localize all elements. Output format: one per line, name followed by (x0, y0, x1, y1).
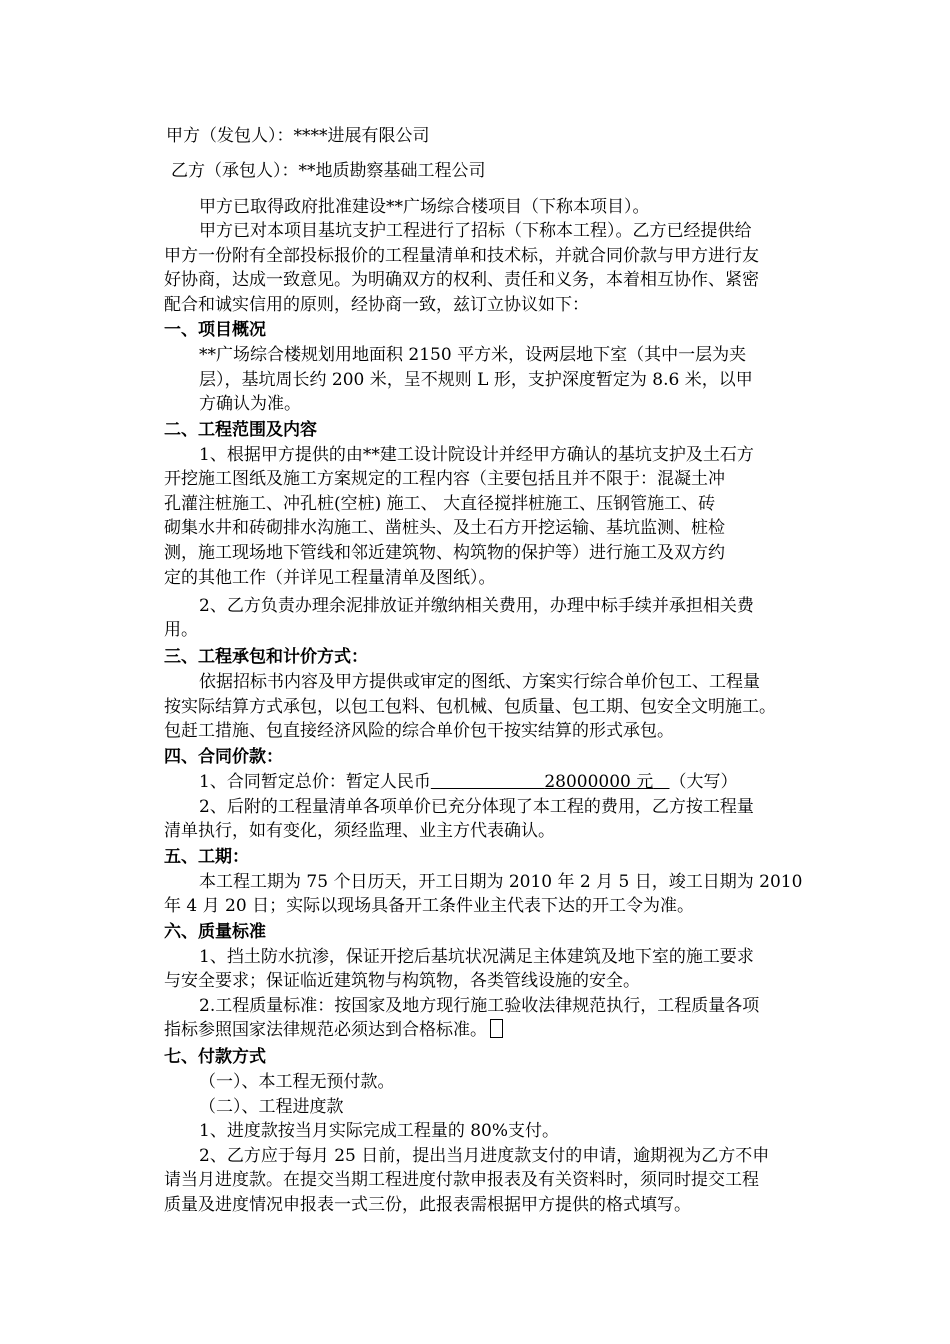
section-1-line: 层），基坑周长约 200 米，呈不规则 L 形，支护深度暂定为 8.6 米，以甲 (199, 370, 753, 390)
section-6-line: 与安全要求；保证临近建筑物与构筑物，各类管线设施的安全。 (164, 971, 640, 991)
section-7-line: （一）、本工程无预付款。 (199, 1072, 395, 1092)
section-2-line: 开挖施工图纸及施工方案规定的工程内容（主要包括且并不限于：混凝土冲 (164, 469, 725, 489)
section-6-line: 1、挡土防水抗渗，保证开挖后基坑状况满足主体建筑及地下室的施工要求 (199, 947, 754, 967)
price-value: 28000000 元 (544, 772, 654, 792)
section-3-line: 依据招标书内容及甲方提供或审定的图纸、方案实行综合单价包工、工程量 (199, 672, 760, 692)
section-heading-1: 一、项目概况 (164, 320, 266, 340)
section-6-line-with-mark (164, 1018, 503, 1042)
section-3-line: 按实际结算方式承包，以包工包料、包机械、包质量、包工期、包安全文明施工。 (164, 697, 776, 717)
section-heading-4: 四、合同价款： (164, 747, 283, 767)
section-7-line: （二）、工程进度款 (199, 1097, 344, 1117)
section-2-line: 测，施工现场地下管线和邻近建筑物、构筑物的保护等）进行施工及双方约 (164, 543, 725, 563)
preamble-line: 甲方一份附有全部投标报价的工程量清单和技术标，并就合同价款与甲方进行友 (164, 246, 759, 266)
section-6-line: 2.工程质量标准：按国家及地方现行施工验收法律规范执行，工程质量各项 (199, 996, 760, 1016)
section-7-line: 1、进度款按当月实际完成工程量的 80%支付。 (199, 1121, 560, 1141)
section-3-line: 包赶工措施、包直接经济风险的综合单价包干按实结算的形式承包。 (164, 721, 674, 741)
section-heading-3: 三、工程承包和计价方式： (164, 647, 368, 667)
section-2-line: 砌集水井和砖砌排水沟施工、凿桩头、及土石方开挖运输、基坑监测、桩检 (164, 518, 725, 538)
section-4-line: 清单执行，如有变化，须经监理、业主方代表确认。 (164, 821, 555, 841)
section-1-line: 方确认为准。 (199, 394, 301, 414)
section-2-line: 孔灌注桩施工、冲孔桩(空桩) 施工、 大直径搅拌桩施工、压钢管施工、砖 (164, 494, 716, 514)
section-7-line: 2、乙方应于每月 25 日前，提出当月进度款支付的申请，逾期视为乙方不申 (199, 1146, 770, 1166)
section-2-line: 1、根据甲方提供的由**建工设计院设计并经甲方确认的基坑支护及土石方 (199, 445, 754, 465)
section-1-line: **广场综合楼规划用地面积 2150 平方米，设两层地下室（其中一层为夹 (199, 345, 747, 365)
section-5-line: 本工程工期为 75 个日历天，开工日期为 2010 年 2 月 5 日，竣工日期为 2010 (199, 872, 803, 892)
preamble-line: 甲方已对本项目基坑支护工程进行了招标（下称本工程）。乙方已经提供给 (199, 221, 752, 241)
section-heading-7: 七、付款方式 (164, 1047, 266, 1067)
section-2-line: 定的其他工作（并详见工程量清单及图纸）。 (164, 568, 496, 588)
section-4-line: 2、后附的工程量清单各项单价已充分体现了本工程的费用，乙方按工程量 (199, 797, 754, 817)
section-5-line: 年 4 月 20 日；实际以现场具备开工条件业主代表下达的开工令为准。 (164, 896, 695, 916)
price-prefix: 1、合同暂定总价：暂定人民币 (199, 772, 431, 792)
contract-price-line (199, 770, 737, 794)
section-7-line: 质量及进度情况申报表一式三份，此报表需根据甲方提供的格式填写。 (164, 1195, 691, 1215)
section-heading-2: 二、工程范围及内容 (164, 420, 317, 440)
section-7-line: 请当月进度款。在提交当期工程进度付款申报表及有关资料时，须同时提交工程 (164, 1170, 759, 1190)
preamble-line: 好协商，达成一致意见。为明确双方的权利、责任和义务，本着相互协作、紧密 (164, 270, 759, 290)
section-6-last-text: 指标参照国家法律规范必须达到合格标准。 (164, 1020, 487, 1040)
preamble-paragraph-1: 甲方已取得政府批准建设**广场综合楼项目（下称本项目）。 (199, 197, 650, 217)
section-2-line: 用。 (164, 620, 198, 640)
price-suffix: （大写） (669, 772, 738, 792)
placeholder-box-icon (490, 1019, 503, 1038)
party-b-line: 乙方（承包人）：**地质勘察基础工程公司 (171, 161, 486, 181)
party-a-line: 甲方（发包人）：****进展有限公司 (166, 126, 430, 146)
section-heading-6: 六、质量标准 (164, 922, 266, 942)
price-blank-underline (431, 772, 670, 792)
section-heading-5: 五、工期： (164, 847, 249, 867)
preamble-line: 配合和诚实信用的原则，经协商一致，兹订立协议如下： (164, 295, 589, 315)
section-2-line: 2、乙方负责办理余泥排放证并缴纳相关费用，办理中标手续并承担相关费 (199, 596, 754, 616)
